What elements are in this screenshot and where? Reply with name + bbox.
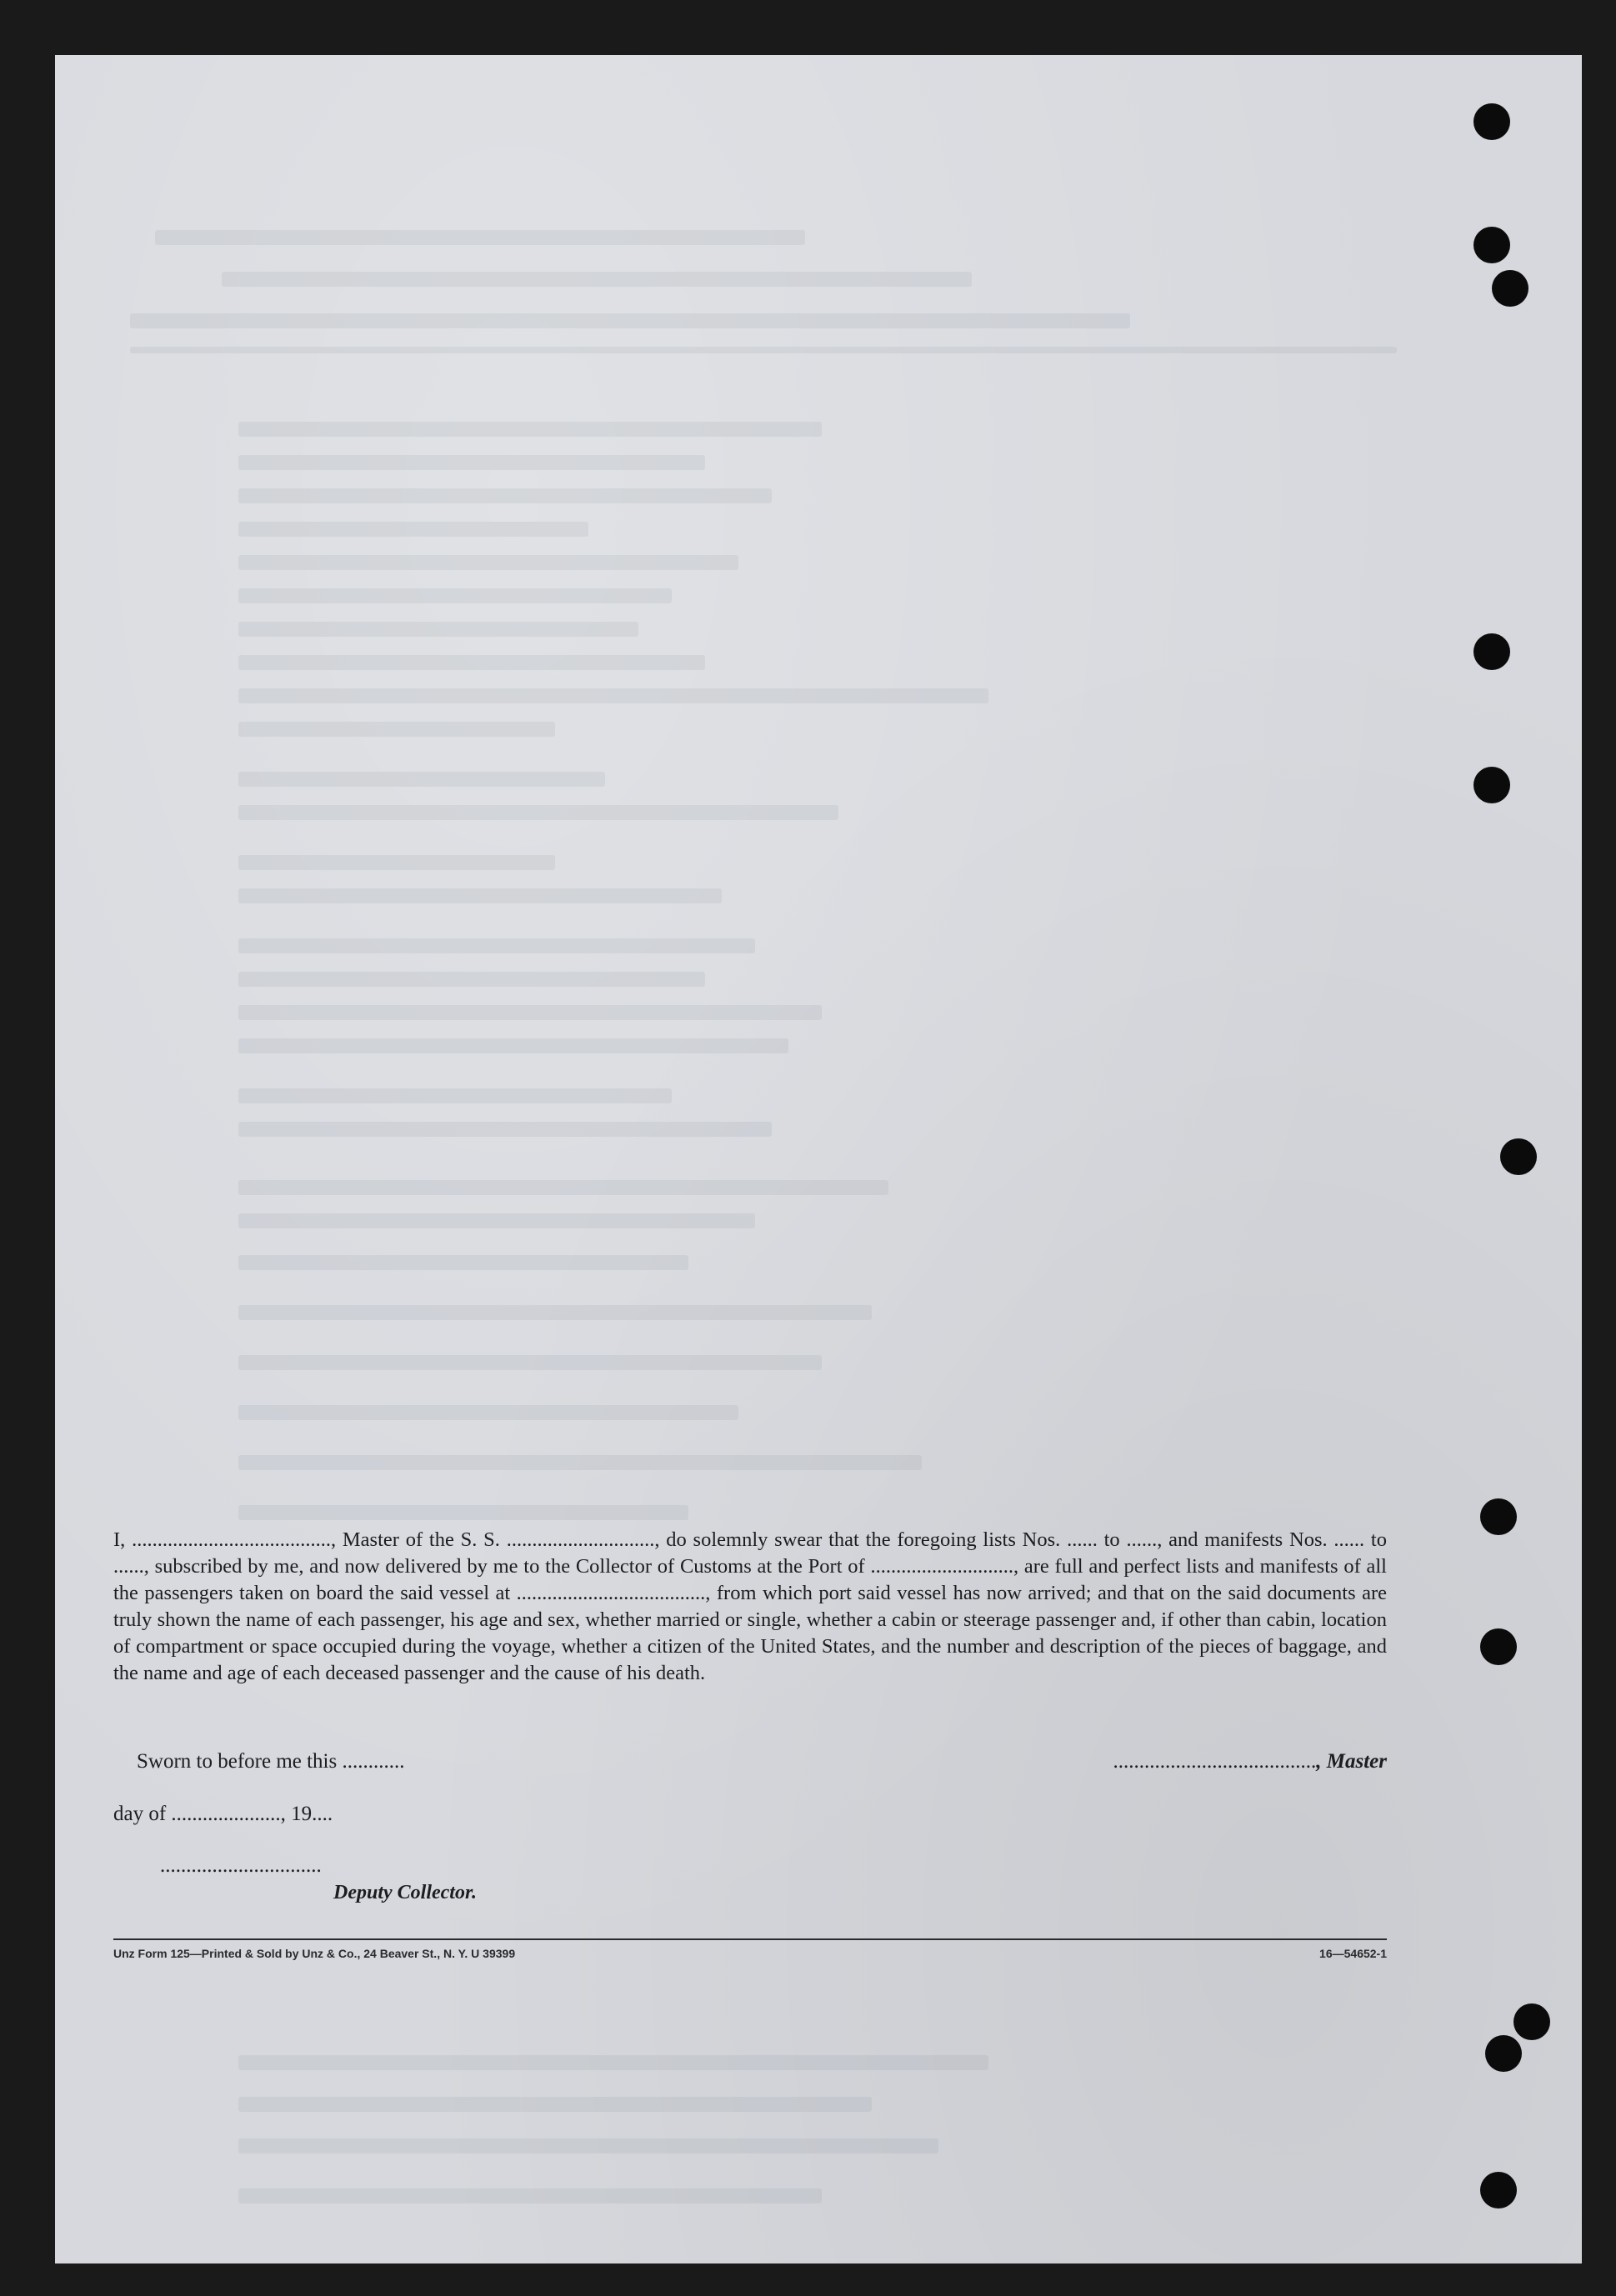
bleed-line [238, 588, 672, 603]
punch-hole [1480, 2172, 1517, 2208]
master-dots: ....................................... [1113, 1750, 1317, 1773]
bleed-line [238, 655, 705, 670]
deputy-collector-label: Deputy Collector. [333, 1882, 477, 1903]
master-signature-line [1113, 1750, 1387, 1773]
bleed-line [238, 2138, 938, 2153]
bleed-line [238, 888, 722, 903]
punch-hole [1473, 767, 1510, 803]
bleed-line [238, 688, 988, 703]
bleed-line [238, 1005, 822, 1020]
footer-form-number: 16—54652-1 [1319, 1947, 1387, 1960]
bleed-line [238, 522, 588, 537]
bleed-line [238, 1455, 922, 1470]
bleed-line [238, 488, 772, 503]
bleed-line [155, 230, 805, 245]
master-label: , Master [1316, 1750, 1387, 1773]
punch-hole [1480, 1498, 1517, 1535]
day-label: day of ....................., 19.... [113, 1803, 333, 1825]
bleed-line [238, 972, 705, 987]
bleed-line [238, 1122, 772, 1137]
bleed-line [130, 347, 1397, 353]
punch-hole [1500, 1138, 1537, 1175]
document-page [55, 55, 1582, 2263]
bleed-line [238, 1305, 872, 1320]
bleed-line [238, 772, 605, 787]
footer-rule [113, 1938, 1387, 1940]
oath-text: I, ......................................., Master of the S. S. ............................., do solemnly swear that the foregoing lists Nos. ...... to ......, and manifests Nos. ...... to ......, subscribed by me, and now delivered by me to the Collector of Customs at the Port of ............................, are full and perfect lists and manifests of all the passengers taken on board the said vessel at ....................................., from which port said vessel has now arrived; and that on the said documents are truly shown the name of each passenger, his age and sex, whether married or single, whether a cabin or steerage passenger and, if other than cabin, location of compartment or space occupied during the voyage, whether a citizen of the United States, and the number and description of the pieces of baggage, and the name and age of each deceased passenger and the cause of his death. [113, 1528, 1387, 1684]
bleed-line [130, 313, 1130, 328]
punch-hole [1480, 1628, 1517, 1665]
bleed-line [238, 855, 555, 870]
bleed-line [238, 722, 555, 737]
deputy-signature-dots: ............................... [160, 1854, 322, 1877]
bleed-line [238, 622, 638, 637]
bleed-line [238, 1405, 738, 1420]
oath-paragraph [113, 1527, 1387, 1687]
sworn-row [137, 1750, 1387, 1783]
bleed-line [238, 1088, 672, 1103]
punch-hole [1473, 103, 1510, 140]
bleed-line [238, 2188, 822, 2203]
bleed-line [238, 805, 838, 820]
bleed-line [238, 1038, 788, 1053]
bleed-line [238, 555, 738, 570]
bleed-line [238, 1213, 755, 1228]
footer-printer-credit: Unz Form 125—Printed & Sold by Unz & Co., 24 Beaver St., N. Y. U 39399 [113, 1947, 516, 1960]
punch-hole [1473, 633, 1510, 670]
reverse-side-bleed-through [55, 55, 1582, 2263]
bleed-line [238, 1180, 888, 1195]
bleed-line [222, 272, 972, 287]
punch-hole [1485, 2035, 1522, 2072]
bleed-line [238, 938, 755, 953]
sworn-label: Sworn to before me this ............ [137, 1750, 405, 1773]
bleed-line [238, 1505, 688, 1520]
bleed-line [238, 422, 822, 437]
bleed-line [238, 2055, 988, 2070]
bleed-line [238, 1255, 688, 1270]
punch-hole [1473, 227, 1510, 263]
bleed-line [238, 1355, 822, 1370]
punch-hole [1513, 2003, 1550, 2040]
bleed-line [238, 2097, 872, 2112]
punch-hole [1492, 270, 1528, 307]
bleed-line [238, 455, 705, 470]
